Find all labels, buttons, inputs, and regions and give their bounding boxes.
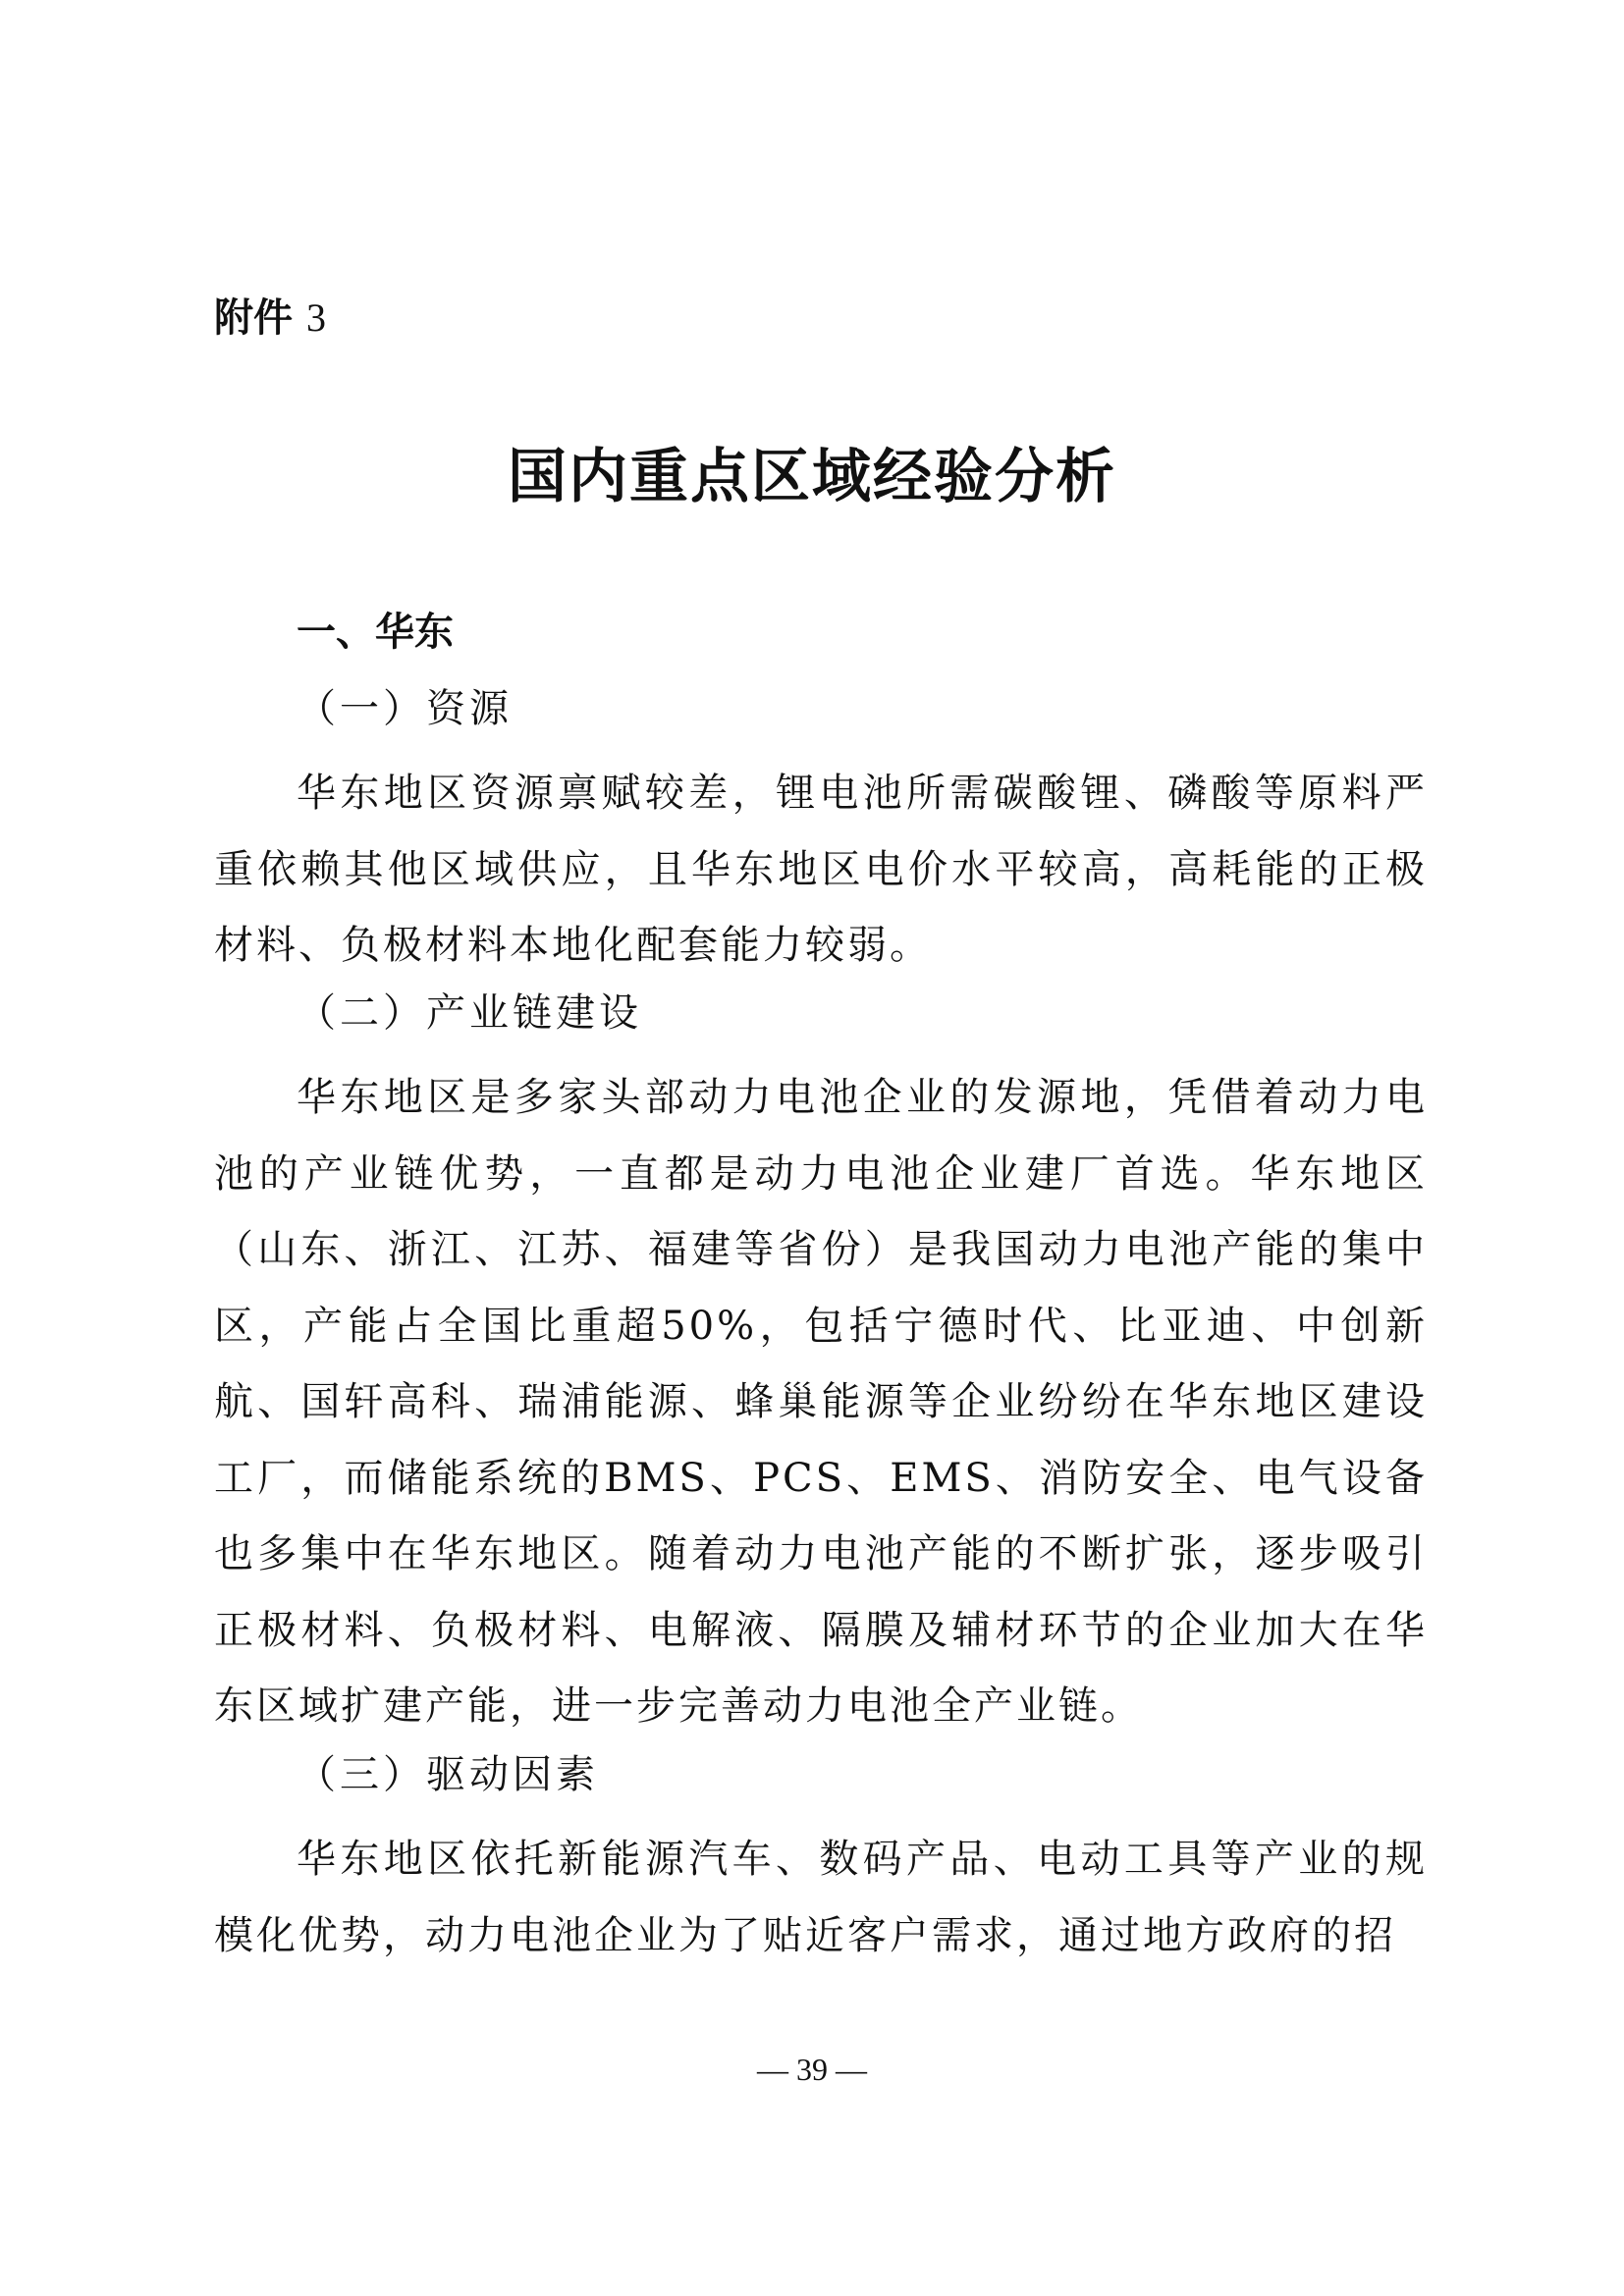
subsection-heading-resources: （一）资源 xyxy=(297,686,513,731)
document-title: 国内重点区域经验分析 xyxy=(508,443,1116,511)
subsection-heading-drivers: （三）驱动因素 xyxy=(297,1752,599,1797)
attachment-number: 3 xyxy=(305,295,326,340)
paragraph-resources: 华东地区资源禀赋较差，锂电池所需碳酸锂、磷酸等原料严重依赖其他区域供应，且华东地区电价水平较高，高耗能的正极材料、负极材料本地化配套能力较弱。 xyxy=(214,771,1428,968)
subsection-heading-industry-chain: （二）产业链建设 xyxy=(297,990,642,1036)
attachment-label xyxy=(214,291,326,346)
section-heading: 一、华东 xyxy=(297,610,454,655)
paragraph-industry-chain: 华东地区是多家头部动力电池企业的发源地，凭借着动力电池的产业链优势，一直都是动力电池企业建厂首选。华东地区（山东、浙江、江苏、福建等省份）是我国动力电池产能的集中区，产能占全国比重超50%，包括宁德时代、比亚迪、中创新航、国轩高科、瑞浦能源、蜂巢能源等企业纷纷在华东地区建设工厂，而储能系统的BMS、PCS、EMS、消防安全、电气设备也多集中在华东地区。随着动力电池产能的不断扩张，逐步吸引正极材料、负极材料、电解液、隔膜及辅材环节的企业加大在华东区域扩建产能，进一步完善动力电池全产业链。 xyxy=(214,1075,1428,1729)
attachment-label-text: 附件 xyxy=(214,295,293,341)
paragraph-drivers: 华东地区依托新能源汽车、数码产品、电动工具等产业的规模化优势，动力电池企业为了贴近客户需求，通过地方政府的招 xyxy=(214,1837,1428,1958)
page-number: — 39 — xyxy=(757,2052,867,2087)
